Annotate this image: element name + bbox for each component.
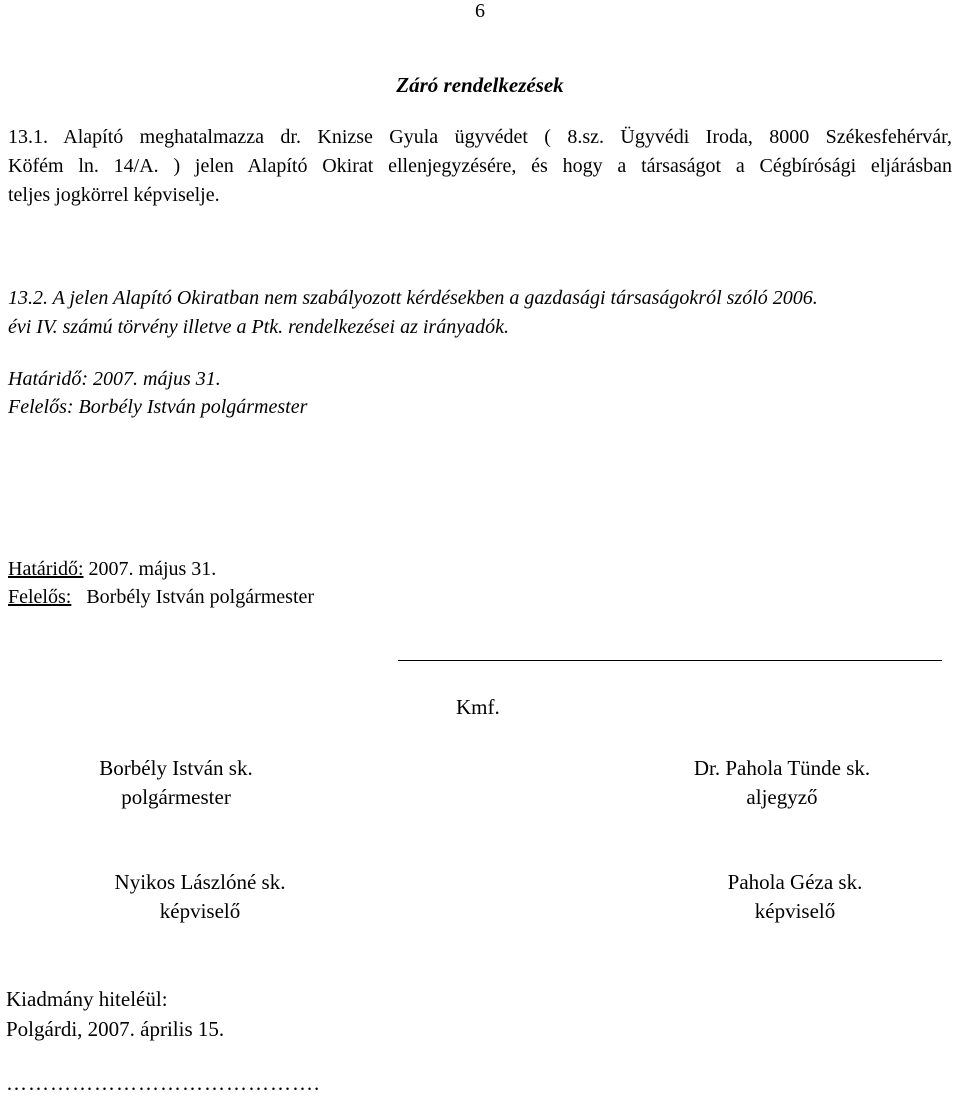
responsible-label: Felelős: [8, 586, 72, 608]
responsible-text: Felelős: Borbély István polgármester [8, 396, 308, 418]
kmf-label: Kmf. [456, 695, 500, 719]
section-heading: Záró rendelkezések [396, 73, 564, 97]
paragraph-line: 13.1. Alapító meghatalmazza dr. Knizse Gyula ügyvédet ( 8.sz. Ügyvédi Iroda, 8000 Székesfehérvár, [8, 126, 952, 148]
paragraph-13-1 [8, 123, 952, 210]
paragraph-13-2 [8, 284, 952, 342]
signature-mayor [76, 754, 276, 812]
deadline-text: Határidő: 2007. május 31. [8, 368, 221, 390]
deadline-label: Határidő: [8, 558, 84, 580]
signatory-title: aljegyző [746, 785, 818, 809]
signature-dots: ……………………………………. [6, 1071, 321, 1095]
signatory-title: képviselő [159, 899, 241, 923]
page-number: 6 [475, 0, 485, 22]
certification-block [6, 984, 224, 1044]
deadline-block [8, 555, 314, 611]
signature-deputy-clerk [672, 754, 892, 812]
deadline-value: 2007. május 31. [83, 558, 217, 580]
responsible-value: Borbély István polgármester [71, 586, 315, 608]
signatory-name: Pahola Géza sk. [727, 870, 863, 894]
place-date: Polgárdi, 2007. április 15. [6, 1017, 225, 1041]
deadline-block-italic [8, 365, 307, 421]
paragraph-line: évi IV. számú törvény illetve a Ptk. rendelkezései az irányadók. [8, 316, 509, 338]
signatory-name: Nyikos Lászlóné sk. [114, 870, 286, 894]
signature-representative-2 [700, 868, 890, 926]
paragraph-line: 13.2. A jelen Alapító Okiratban nem szabályozott kérdésekben a gazdasági társaságokról szóló 2006. [8, 287, 818, 309]
signatory-name: Dr. Pahola Tünde sk. [693, 756, 871, 780]
signature-representative-1 [90, 868, 310, 926]
signatory-name: Borbély István sk. [99, 756, 253, 780]
paragraph-line: teljes jogkörrel képviselje. [8, 184, 220, 206]
responsible-line [8, 583, 314, 611]
paragraph-line: Köfém ln. 14/A. ) jelen Alapító Okirat ellenjegyzésére, és hogy a társaságot a Cégbírósági eljárásban [8, 155, 952, 177]
signatory-title: képviselő [754, 899, 836, 923]
certified-label: Kiadmány hiteléül: [6, 987, 168, 1011]
deadline-line [8, 555, 314, 583]
signatory-title: polgármester [121, 785, 231, 809]
separator-line [398, 660, 942, 661]
